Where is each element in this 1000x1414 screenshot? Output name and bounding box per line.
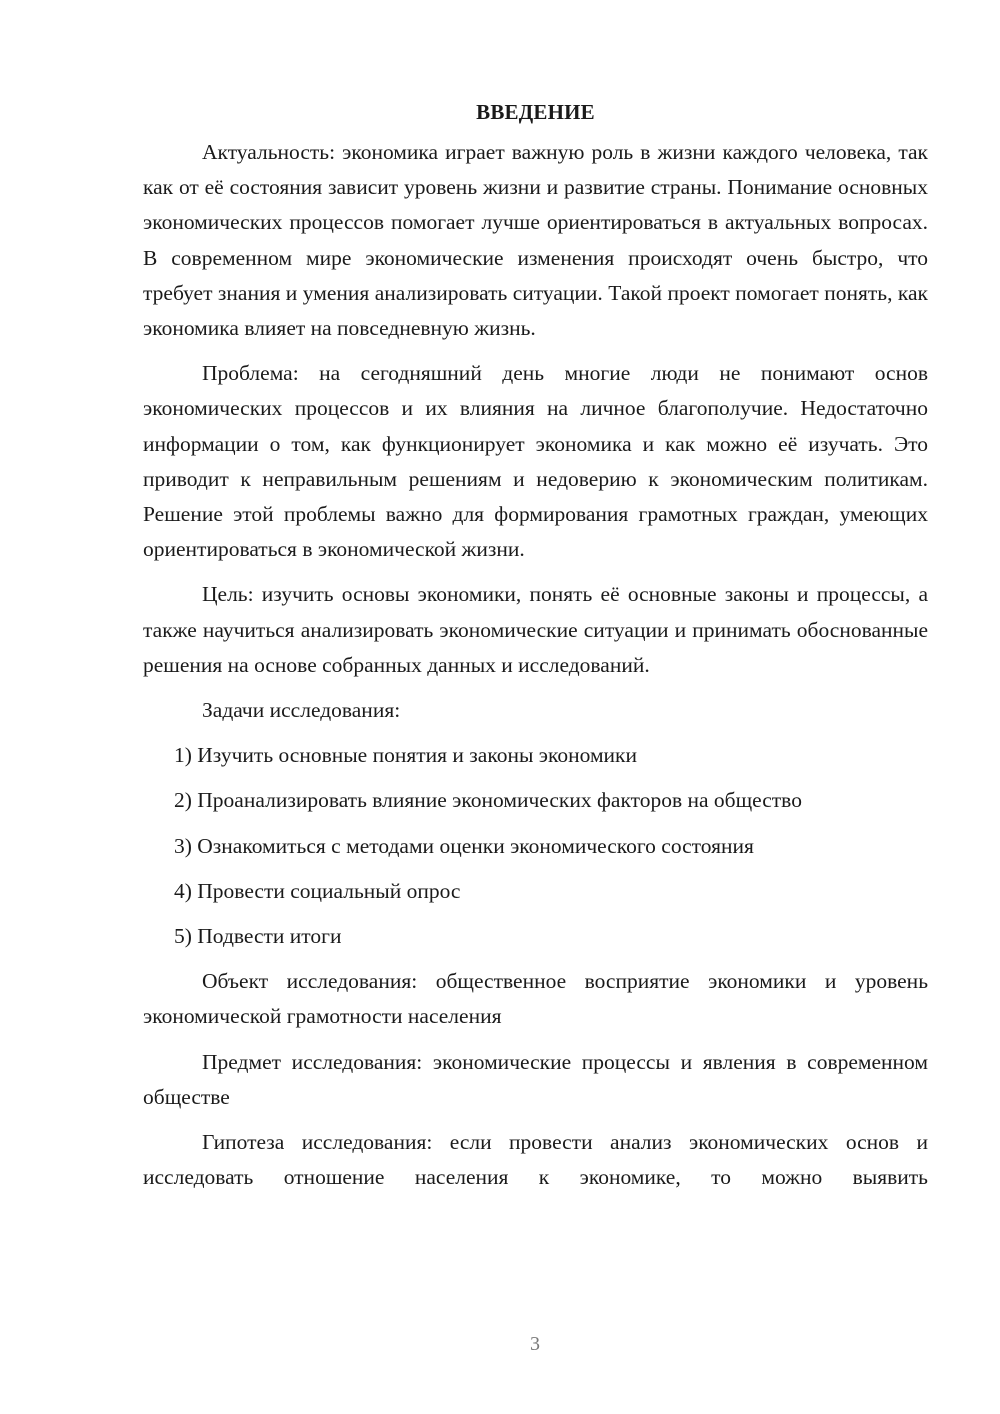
document-page — [143, 95, 928, 1205]
paragraph-relevance: Актуальность: экономика играет важную роль в жизни каждого человека, так как от её состояния зависит уровень жизни и развитие страны. Понимание основных экономических процессов помогает лучше ориентироваться в актуальных вопросах. В современном мире экономические изменения происходят очень быстро, что требует знания и умения анализировать ситуации. Такой проект помогает понять, как экономика влияет на повседневную жизнь. — [143, 140, 928, 341]
task-item: 1) Изучить основные понятия и законы экономики — [174, 743, 638, 768]
page-number: 3 — [530, 1333, 540, 1355]
task-item: 5) Подвести итоги — [174, 924, 342, 949]
paragraph-object: Объект исследования: общественное восприятие экономики и уровень экономической грамотности населения — [143, 969, 928, 1029]
task-item: 4) Провести социальный опрос — [174, 878, 461, 903]
paragraph-hypothesis: Гипотеза исследования: если провести анализ экономических основ и исследовать отношение населения к экономике, то можно выявить — [143, 1130, 928, 1190]
task-item: 2) Проанализировать влияние экономических факторов на общество — [174, 788, 802, 813]
paragraph-subject: Предмет исследования: экономические процессы и явления в современном обществе — [143, 1049, 928, 1109]
task-item: 3) Ознакомиться с методами оценки экономического состояния — [174, 833, 754, 858]
paragraph-problem: Проблема: на сегодняшний день многие люди не понимают основ экономических процессов и их влияния на личное благополучие. Недостаточно информации о том, как функционирует экономика и как можно её изучать. Это приводит к неправильным решениям и недоверию к экономическим политикам. Решение этой проблемы важно для формирования грамотных граждан, умеющих ориентироваться в экономической жизни. — [143, 361, 928, 562]
paragraph-goal: Цель: изучить основы экономики, понять её основные законы и процессы, а также научиться анализировать экономические ситуации и принимать обоснованные решения на основе собранных данных и исследований. — [143, 582, 928, 677]
tasks-label: Задачи исследования: — [202, 698, 401, 723]
task-list — [143, 738, 928, 954]
document-heading: ВВЕДЕНИЕ — [476, 100, 595, 124]
